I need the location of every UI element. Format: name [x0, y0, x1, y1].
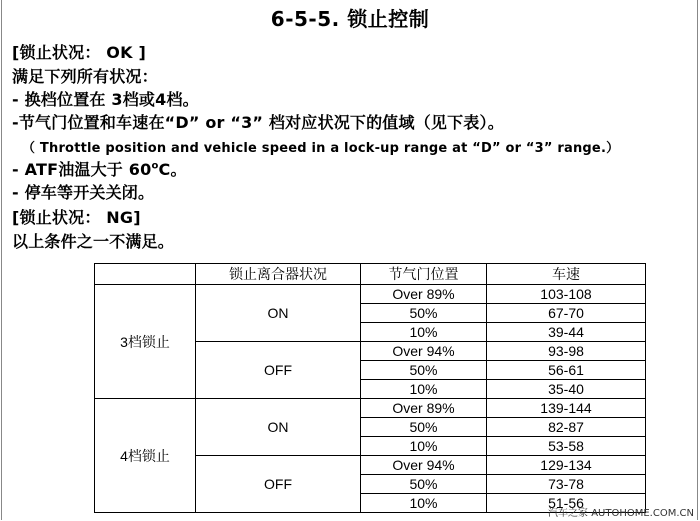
throttle-cell: Over 89% — [361, 399, 487, 418]
condition-throttle-speed-english: （ Throttle position and vehicle speed in a lock-up range at “D” or “3” range.） — [22, 141, 620, 156]
clutch-state-cell: ON — [196, 399, 361, 456]
condition-gear: - 换档位置在 3档或4档。 — [12, 90, 199, 109]
lockup-ok-heading: [锁止状况： OK ] — [12, 43, 146, 62]
speed-cell: 129-134 — [487, 456, 646, 475]
watermark: 汽车之家 AUTOHOME.COM.CN — [548, 508, 694, 519]
header-throttle: 节气门位置 — [361, 264, 487, 285]
speed-cell: 73-78 — [487, 475, 646, 494]
condition-stop-switch: - 停车等开关关闭。 — [12, 183, 155, 202]
throttle-cell: Over 94% — [361, 342, 487, 361]
clutch-state-cell: ON — [196, 285, 361, 342]
condition-atf-temp — [12, 157, 187, 180]
atf-temp-text: - ATF油温大于 60 — [12, 160, 152, 179]
speed-cell: 35-40 — [487, 380, 646, 399]
header-speed: 车速 — [487, 264, 646, 285]
clutch-state-cell: OFF — [196, 342, 361, 399]
speed-cell: 53-58 — [487, 437, 646, 456]
table-row — [95, 399, 646, 418]
throttle-cell: Over 89% — [361, 285, 487, 304]
throttle-cell: Over 94% — [361, 456, 487, 475]
throttle-cell: 10% — [361, 323, 487, 342]
header-clutch: 锁止离合器状况 — [196, 264, 361, 285]
throttle-cell: 10% — [361, 437, 487, 456]
condition-throttle-speed: -节气门位置和车速在“D” or “3” 档对应状况下的值域（见下表）。 — [12, 113, 504, 132]
speed-cell: 51-56 — [487, 494, 646, 513]
ng-description: 以上条件之一不满足。 — [12, 232, 175, 251]
speed-cell: 103-108 — [487, 285, 646, 304]
condition-intro: 满足下列所有状况： — [12, 67, 158, 86]
throttle-cell: 10% — [361, 494, 487, 513]
speed-cell: 139-144 — [487, 399, 646, 418]
lockup-ng-heading: [锁止状况： NG] — [12, 208, 141, 227]
speed-cell: 82-87 — [487, 418, 646, 437]
speed-cell: 93-98 — [487, 342, 646, 361]
gear-cell: 3档锁止 — [95, 285, 196, 399]
throttle-cell: 50% — [361, 361, 487, 380]
speed-cell: 39-44 — [487, 323, 646, 342]
table-row — [95, 285, 646, 304]
throttle-cell: 50% — [361, 418, 487, 437]
speed-cell: 56-61 — [487, 361, 646, 380]
throttle-cell: 10% — [361, 380, 487, 399]
speed-cell: 67-70 — [487, 304, 646, 323]
header-gear — [95, 264, 196, 285]
temp-unit: C。 — [158, 160, 187, 179]
degree-sup: o — [151, 160, 159, 172]
lockup-table — [94, 263, 646, 513]
page-title: 6-5-5. 锁止控制 — [270, 7, 430, 31]
gear-cell: 4档锁止 — [95, 399, 196, 513]
table-header-row — [95, 264, 646, 285]
throttle-cell: 50% — [361, 475, 487, 494]
clutch-state-cell: OFF — [196, 456, 361, 513]
throttle-cell: 50% — [361, 304, 487, 323]
